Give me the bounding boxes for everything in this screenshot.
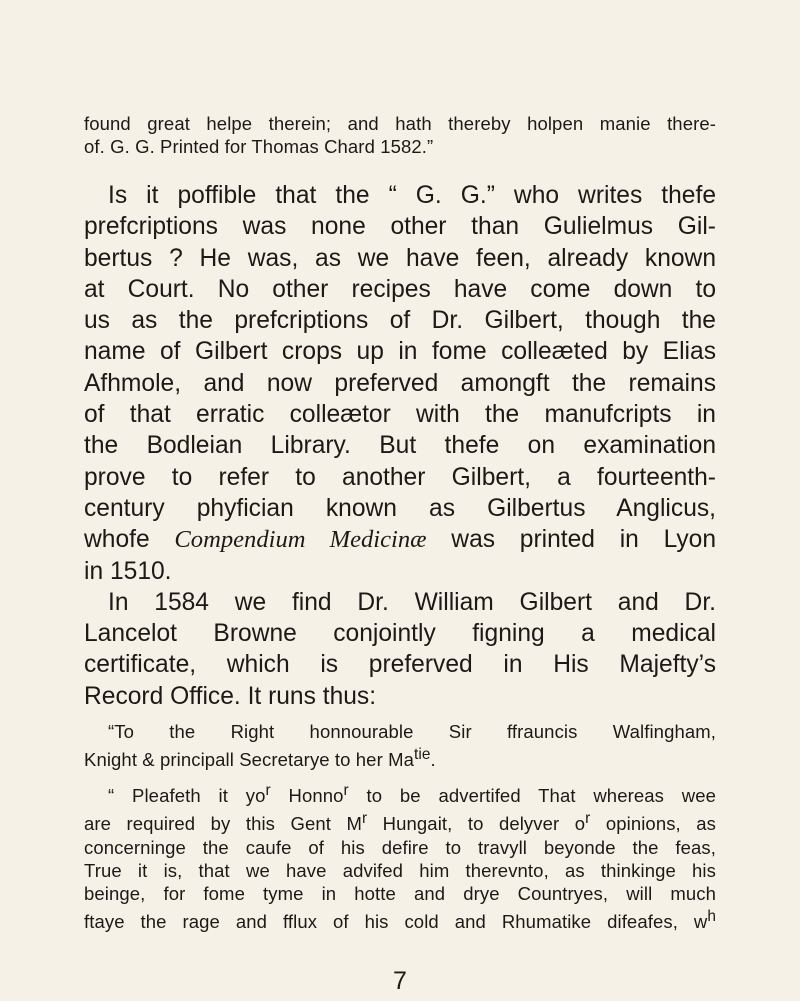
page-text (84, 112, 716, 933)
text-line: Is it poffible that the “ G. G.” who writes thefe (108, 182, 716, 209)
superscript: h (707, 907, 716, 925)
text-line: concerninge the caufe of his defire to travyll beyonde the feas, (84, 836, 716, 858)
text-line: bertus ? He was, as we have feen, already known (84, 244, 716, 272)
top-paragraph (84, 112, 716, 158)
superscript: tie (413, 746, 431, 764)
text-line: prefcriptions was none other than Gulielmus Gil- (84, 213, 716, 241)
text-fragment: . (430, 749, 436, 771)
text-fragment: Knight & principall Secretarye to her Ma (84, 749, 414, 771)
body-paragraph-2 (84, 587, 716, 712)
text-line (84, 905, 716, 933)
text-line: True it is, that we have advifed him therevnto, as thinkinge his (84, 859, 716, 881)
text-line: in 1510. (84, 557, 172, 585)
text-line: found great helpe therein; and hath thereby holpen manie there- (84, 113, 716, 134)
text-fragment: was printed in Lyon (426, 526, 717, 554)
text-line: prove to refer to another Gilbert, a fourteenth- (84, 463, 716, 491)
text-fragment: opinions, as (590, 813, 716, 835)
text-line: name of Gilbert crops up in fome colleæted by Elias (84, 338, 716, 366)
text-fragment: to be advertifed That whereas wee (348, 785, 716, 807)
text-line (84, 743, 716, 771)
text-line: Lancelot Browne conjointly figning a medical (84, 620, 716, 648)
text-line: certificate, which is preferved in His Majefty’s (84, 651, 716, 679)
text-fragment: whofe (84, 526, 175, 554)
text-line: of. G. G. Printed for Thomas Chard 1582.” (84, 136, 434, 157)
quotation-address (84, 720, 716, 771)
quotation-letter (84, 779, 716, 932)
text-line-with-title (84, 524, 716, 555)
text-line: Afhmole, and now preferved amongft the remains (84, 369, 716, 397)
text-fragment: ftaye the rage and fflux of his cold and Rhumatike difeafes, w (84, 910, 708, 932)
text-line: Record Office. It runs thus: (84, 682, 377, 710)
text-line (84, 807, 716, 835)
text-fragment: Honno (270, 785, 344, 807)
book-title: Compendium Medicinæ (174, 526, 427, 554)
text-line: at Court. No other recipes have come down to (84, 275, 716, 303)
text-fragment: “ Pleafeth it yo (108, 785, 266, 807)
page-number: 7 (393, 967, 407, 995)
body-paragraph-1 (84, 180, 716, 587)
text-line: century phyfician known as Gilbertus Anglicus, (84, 494, 716, 522)
text-line: the Bodleian Library. But thefe on examination (84, 432, 716, 460)
text-line: “To the Right honnourable Sir ffrauncis Walfingham, (108, 721, 716, 743)
text-line: us as the prefcriptions of Dr. Gilbert, though the (84, 307, 716, 335)
text-line (84, 779, 716, 807)
superscript: r (265, 782, 271, 800)
text-fragment: are required by this Gent M (84, 813, 362, 835)
quotation (84, 720, 716, 933)
text-line: beinge, for fome tyme in hotte and drye Countryes, will much (84, 882, 716, 904)
superscript: r (361, 810, 368, 828)
superscript: r (585, 810, 591, 828)
text-line: In 1584 we find Dr. William Gilbert and Dr. (108, 588, 716, 616)
text-fragment: Hungait, to delyver o (367, 813, 586, 835)
superscript: r (343, 782, 349, 800)
text-line: of that erratic colleætor with the manufcripts in (84, 401, 716, 429)
